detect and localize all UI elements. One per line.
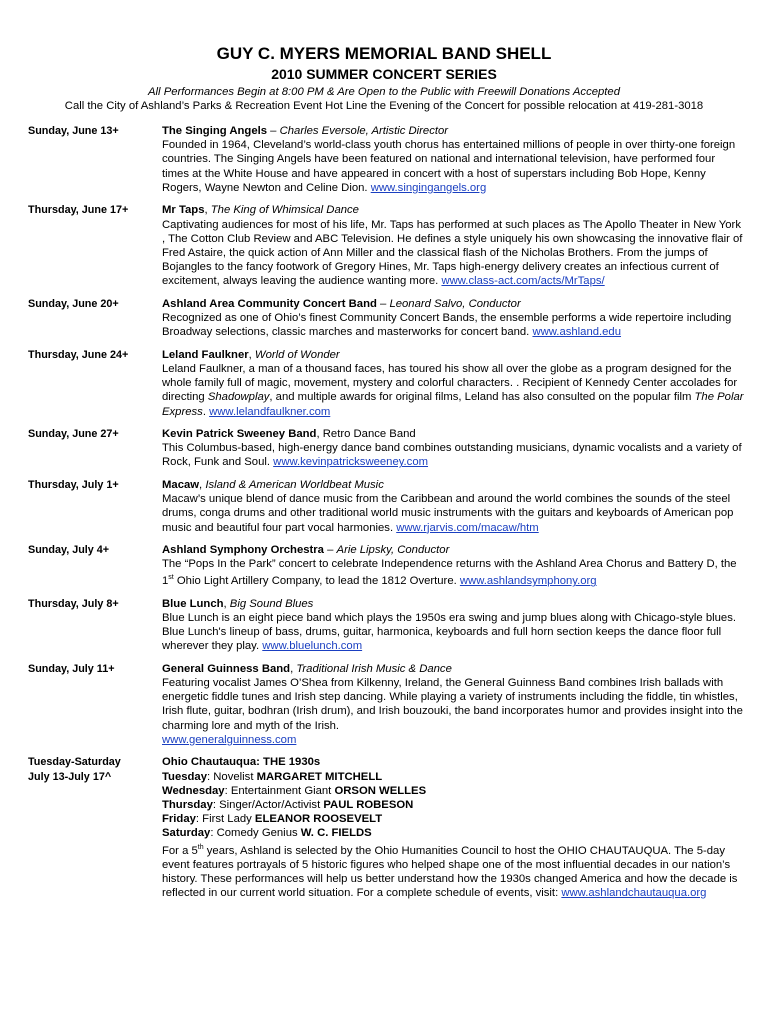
event-description: [162, 492, 744, 535]
event-entry: [28, 348, 744, 419]
event-description-text: Recognized as one of Ohio’s finest Community Concert Bands, the ensemble performs a wide repertoire including Broadway selections, classic marches and masterworks for concert band.: [162, 312, 732, 339]
event-title-separator: ,: [204, 204, 211, 217]
event-title-separator: ,: [199, 478, 206, 491]
event-link[interactable]: www.kevinpatricksweeney.com: [273, 456, 429, 469]
event-date: Sunday, July 4+: [28, 544, 110, 557]
event-name: Mr Taps: [162, 204, 205, 217]
event-title-separator: –: [267, 125, 280, 137]
event-date: Thursday, June 17+: [28, 204, 129, 217]
event-title-separator: –: [323, 544, 337, 557]
event-entry: [28, 478, 744, 535]
document-subtitle: 2010 SUMMER CONCERT SERIES: [271, 66, 497, 82]
event-entry: [28, 597, 744, 654]
event-title: [162, 755, 744, 769]
event-description-text: .: [202, 405, 210, 418]
event-date: Sunday, June 20+: [28, 297, 119, 310]
event-date-line: Tuesday-Saturday: [28, 756, 121, 769]
event-body: [162, 427, 744, 470]
event-body: [162, 124, 744, 195]
schedule-day: Wednesday: [162, 784, 225, 797]
schedule-person: W. C. FIELDS: [300, 827, 372, 840]
ordinal-superscript: th: [197, 843, 204, 851]
event-body: [162, 543, 744, 588]
schedule-role: : Singer/Actor/Activist: [212, 798, 324, 811]
event-description: [162, 218, 744, 289]
event-body: [162, 297, 744, 340]
event-title: [162, 543, 744, 557]
event-name: General Guinness Band: [162, 662, 291, 675]
event-description: [162, 138, 744, 195]
event-description-text: Macaw’s unique blend of dance music from the Caribbean and around the world combines the sounds of the steel drums, conga drums and other traditional world music instruments with the guitars and keyboards of American pop music and beautiful four part vocal harmonies.: [162, 493, 734, 534]
schedule-person: ORSON WELLES: [334, 784, 427, 797]
event-subtitle: Big Sound Blues: [229, 597, 314, 610]
event-subtitle: Island & American Worldbeat Music: [205, 478, 384, 491]
event-description: [162, 841, 744, 901]
schedule-role: : Novelist: [207, 770, 257, 783]
event-title-separator: ,: [316, 428, 323, 441]
event-description: [162, 557, 744, 588]
event-entry: [28, 543, 744, 588]
schedule-role: : First Lady: [195, 813, 255, 826]
event-title-separator: ,: [248, 348, 255, 361]
event-description-text: Leland Faulkner, a man of a thousand faces, has toured his show all over the globe as a program designed for the whole family full of magic, movement, mystery and colorful characters. . Recipient of Kennedy Center accolades for directing: [162, 362, 738, 404]
event-description-text: Ohio Light Artillery Company, to lead the 1812 Overture.: [173, 575, 460, 588]
event-description-text: Blue Lunch is an eight piece band which plays the 1950s era swing and jump blues along with Chicago-style blues. Blue Lunch's lineup of bass, drums, guitar, harmonica, keyboards and full horn section keeps the dance floor full wherever they play.: [162, 611, 736, 653]
hotline-note: Call the City of Ashland’s Parks & Recreation Event Hot Line the Evening of the Concert for possible relocation at 419-281-3018: [64, 100, 704, 112]
event-description: [162, 611, 744, 654]
document-title: GUY C. MYERS MEMORIAL BAND SHELL: [216, 44, 552, 63]
event-title: [162, 124, 744, 138]
event-date: Sunday, July 11+: [28, 662, 115, 675]
event-description-italic: The Polar Express: [162, 391, 744, 418]
event-description: [162, 311, 744, 339]
event-date: Thursday, July 1+: [28, 478, 119, 491]
event-date: Sunday, June 27+: [28, 428, 119, 441]
schedule-day-wednesday: [162, 784, 744, 798]
event-link[interactable]: www.ashland.edu: [532, 326, 622, 339]
event-link[interactable]: www.bluelunch.com: [262, 640, 363, 653]
event-name: Ohio Chautauqua: THE 1930s: [162, 756, 321, 769]
event-name: Ashland Area Community Concert Band: [162, 297, 377, 310]
event-body: [162, 755, 744, 900]
event-title: [162, 662, 744, 676]
event-subtitle: Arie Lipsky, Conductor: [336, 544, 450, 557]
event-title: [162, 597, 744, 611]
event-subtitle: Traditional Irish Music & Dance: [296, 662, 452, 675]
event-title-separator: ,: [223, 597, 230, 610]
chautauqua-entry: [28, 755, 744, 900]
event-subtitle: Charles Eversole, Artistic Director: [279, 125, 449, 137]
event-date: Thursday, June 24+: [28, 348, 129, 361]
event-subtitle: The King of Whimsical Dance: [210, 204, 359, 217]
event-date: Sunday, June 13+: [28, 125, 119, 137]
schedule-day: Thursday: [162, 798, 213, 811]
event-description-text: The “Pops In the Park” concert to celebrate Independence returns with the Ashland Area Chorus and Battery D, the 1: [162, 558, 737, 588]
event-entry: [28, 427, 744, 470]
event-title-separator: ,: [290, 662, 297, 675]
schedule-day-tuesday: [162, 770, 744, 784]
document-header: [0, 44, 768, 113]
event-body: [162, 662, 744, 747]
event-link[interactable]: www.lelandfaulkner.com: [209, 405, 331, 418]
schedule-person: MARGARET MITCHELL: [256, 770, 383, 783]
event-link[interactable]: www.rjarvis.com/macaw/htm: [396, 521, 539, 534]
event-title: [162, 203, 744, 217]
event-body: [162, 478, 744, 535]
event-date: [28, 755, 162, 900]
event-title: [162, 297, 744, 311]
schedule-day: Tuesday: [162, 770, 207, 783]
schedule-day: Saturday: [162, 827, 211, 840]
event-description-text: years, Ashland is selected by the Ohio Humanities Council to host the OHIO CHAUTAUQUA. The 5-day event features portrayals of 5 historic figures who helped shape one of the most influential decades in our nation’s history. These performances will help us better understand how the 1930s changed America and how the decade is reflected in our current world situation. For a complete schedule of events, visit:: [162, 844, 738, 899]
event-description: [162, 441, 744, 469]
event-description-italic: Shadowplay: [207, 391, 270, 404]
event-description-text: Founded in 1964, Cleveland’s world-class youth chorus has entertained millions of people in over thirty-one foreign countries. The Singing Angels have been featured on national and international television, have performed four times at the White House and have appeared in concert with a host of superstars including Bob Hope, Kenny Rogers, Wayne Newton and Celine Dion.: [162, 139, 736, 194]
event-link[interactable]: www.generalguinness.com: [162, 733, 297, 746]
event-entry: [28, 662, 744, 747]
schedule-day-friday: [162, 812, 744, 826]
event-name: The Singing Angels: [162, 125, 268, 137]
event-title: [162, 348, 744, 362]
event-description-text: For a 5: [162, 844, 198, 857]
event-description-text: , and multiple awards for original films, Leland has also consulted on the popular film: [269, 391, 695, 404]
schedule-day-thursday: [162, 798, 744, 812]
event-name: Macaw: [162, 478, 200, 491]
schedule-role: : Comedy Genius: [210, 827, 301, 840]
event-link[interactable]: www.ashlandchautauqua.org: [561, 886, 707, 899]
event-body: [162, 597, 744, 654]
event-entry: [28, 124, 744, 195]
event-description-text: Featuring vocalist James O’Shea from Kilkenny, Ireland, the General Guinness Band combines Irish ballads with energetic fiddle tunes and Irish step dancing. While playing a variety of instruments including the fiddle, tin whistles, Irish flute, guitar, bodhran (Irish drum), and Irish bouzouki, the band incorporates humor and provides insight into the charming lore and myth of the Irish.: [162, 677, 743, 732]
event-date: Thursday, July 8+: [28, 597, 119, 610]
performance-note: All Performances Begin at 8:00 PM & Are Open to the Public with Freewill Donations Accepted: [148, 86, 620, 98]
event-body: [162, 203, 744, 288]
event-description-text: Captivating audiences for most of his life, Mr. Taps has performed at such places as The Apollo Theater in New York , The Cotton Club Review and ABC Television. He defines a style uniquely his own showcasing the innovative flair of Fred Astaire, the quick action of Ann Miller and the classical flash of the Nicholas Brothers. From the jumps of Bojangles to the fancy footwork of Gregory Hines, Mr. Taps high-energy delivery creates an infectious current of excitement, always leaving the audience wanting more.: [162, 218, 743, 288]
event-title: [162, 427, 744, 441]
event-title: [162, 478, 744, 492]
event-name: Ashland Symphony Orchestra: [162, 544, 324, 557]
event-body: [162, 348, 744, 419]
event-name: Blue Lunch: [162, 597, 224, 610]
schedule-person: ELEANOR ROOSEVELT: [254, 813, 383, 826]
event-name: Leland Faulkner: [162, 348, 249, 361]
event-list: [28, 124, 744, 908]
ordinal-superscript: st: [168, 574, 174, 582]
event-description: [162, 362, 744, 419]
event-link[interactable]: www.singingangels.org: [370, 181, 487, 194]
event-subtitle: Retro Dance Band: [322, 428, 416, 441]
schedule-person: PAUL ROBESON: [323, 798, 414, 811]
event-link[interactable]: www.ashlandsymphony.org: [459, 575, 597, 588]
event-name: Kevin Patrick Sweeney Band: [162, 428, 317, 441]
schedule-day: Friday: [162, 813, 196, 826]
event-entry: [28, 203, 744, 288]
event-subtitle: Leonard Salvo, Conductor: [389, 297, 521, 310]
schedule-role: : Entertainment Giant: [224, 784, 335, 797]
event-link[interactable]: www.class-act.com/acts/MrTaps/: [441, 275, 605, 288]
event-title-separator: –: [376, 297, 390, 310]
event-description: [162, 676, 744, 733]
event-subtitle: World of Wonder: [254, 348, 340, 361]
schedule-day-saturday: [162, 826, 744, 840]
event-date-line: July 13-July 17^: [28, 770, 112, 783]
event-entry: [28, 297, 744, 340]
event-description-text: This Columbus-based, high-energy dance band combines outstanding musicians, dynamic vocalists and a variety of Rock, Funk and Soul.: [162, 442, 742, 469]
